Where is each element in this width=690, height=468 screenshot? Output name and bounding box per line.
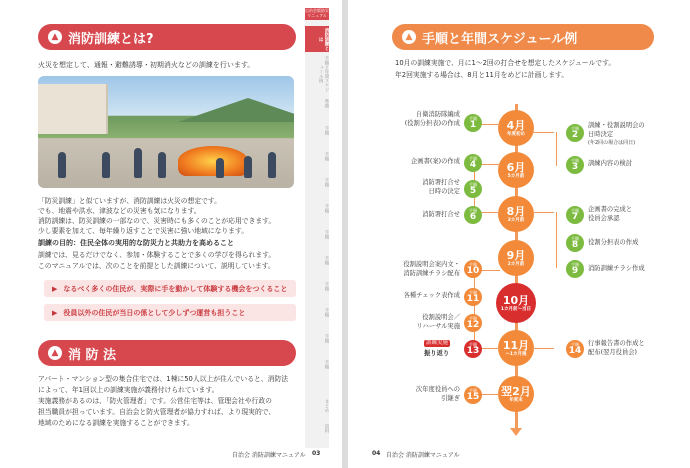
- drill-badge: 訓練実施: [426, 340, 449, 346]
- fire-shape: [178, 146, 248, 176]
- step-label: 自衛消防隊編成 (役割分担表)の作成: [404, 111, 460, 127]
- tab-prep[interactable]: 準備: [324, 98, 329, 108]
- month-node: 8月 3カ月前: [498, 196, 534, 232]
- tab-step[interactable]: 手順: [324, 333, 329, 343]
- step-label: 行事報告書の作成と 配布(翌月役員会): [588, 340, 645, 356]
- step-label: 振り返り: [424, 350, 450, 357]
- law-line: によって、年1回以上の訓練実施が義務付けられています。: [38, 386, 219, 394]
- tab-schedule[interactable]: 手順と年間スケジュール例: [318, 56, 329, 92]
- section-title: 手順と年間スケジュール例: [422, 31, 578, 47]
- arrow-icon: ▶: [52, 308, 58, 317]
- intro-line: 年2回実施する場合は、8月と11月をめどに計画します。: [395, 71, 569, 79]
- flame-icon: ▲: [402, 30, 416, 44]
- month-node: 4月 年度初め: [498, 110, 534, 146]
- timeline-arrow: [510, 428, 522, 436]
- section-title: 消防訓練とは?: [68, 31, 154, 47]
- law-line: 実施義務があるのは、「防火管理者」です。公営住宅等は、管理会社や行政の: [38, 397, 272, 405]
- step-badge: 手順 4: [464, 154, 482, 172]
- step-badge: 手順 14: [566, 340, 584, 358]
- step-badge: 手順 7: [566, 206, 584, 224]
- step-label: 企画書の完成と 役員会承認: [588, 206, 633, 222]
- step-label: 役割説明会案内文・ 消防訓練チラシ配布: [403, 261, 460, 277]
- tab-step[interactable]: 手順: [324, 307, 329, 317]
- tab-step[interactable]: 手順: [324, 125, 329, 135]
- step-badge: 手順 13: [464, 340, 482, 358]
- step-label: 訓練・役割説明会の 日時決定: [588, 122, 645, 138]
- flame-icon: ▲: [48, 346, 62, 360]
- point-bar-2: [44, 304, 296, 321]
- law-line: アパート・マンション型の集合住宅では、1棟に50人以上が住んでいると、消防法: [38, 375, 289, 383]
- month-node: 9月 2カ月前: [498, 240, 534, 276]
- person: [244, 156, 252, 178]
- section-header-schedule: [392, 24, 654, 50]
- tab-training-intro[interactable]: 消防訓練とは: [305, 26, 329, 52]
- body-line: 消防訓練は、防災訓練の一部なので、災害時にも多くのことが応用できます。: [38, 217, 276, 225]
- arrow-icon: ▶: [52, 284, 58, 293]
- step-badge: 手順 5: [464, 180, 482, 198]
- section-title: 消 防 法: [68, 347, 117, 363]
- step-label: 訓練内容の検討: [588, 160, 633, 167]
- step-badge: 手順 12: [464, 314, 482, 332]
- flame-icon: ▲: [48, 30, 62, 44]
- page-number: 03: [312, 450, 321, 457]
- mountain-shape: [178, 98, 294, 122]
- step-badge: 手順 3: [566, 156, 584, 174]
- body-line: 少し要素を加えて、毎年繰り返すことで災害に強い地域になります。: [38, 227, 249, 235]
- law-line: 地域のためになる訓練を実施することができます。: [38, 419, 194, 427]
- tab-summary[interactable]: まとめ: [324, 399, 329, 413]
- month-node-active: 10月 1カ月前〜当日: [496, 283, 536, 323]
- section-header-law: [38, 340, 296, 366]
- step-badge: 手順 2: [566, 124, 584, 142]
- step-badge: 手順 9: [566, 260, 584, 278]
- step-label: 役割説明会／ リハーサル実施: [416, 314, 460, 330]
- side-header: 自治会版防災マニュアル: [305, 8, 329, 19]
- footer-series: 自治会 消防訓練マニュアル: [386, 452, 460, 459]
- person: [102, 152, 110, 178]
- step-badge: 手順 1: [464, 114, 482, 132]
- body-line: でも、地震や洪水、津波などの災害も気になります。: [38, 207, 201, 215]
- person: [58, 152, 66, 178]
- point-bar-1: [44, 280, 296, 297]
- person: [268, 152, 276, 178]
- month-node: 翌2月 年度末: [498, 376, 534, 412]
- goal-heading: 訓練の目的：住民全体の実用的な防災力と共助力を高めること: [38, 239, 234, 247]
- intro-line: 10月の訓練実施で、月に1〜2回の打合せを想定したスケジュールです。: [395, 59, 616, 67]
- month-node: 6月 5カ月前: [498, 152, 534, 188]
- tab-step[interactable]: 手順: [324, 281, 329, 291]
- step-badge: 手順 8: [566, 234, 584, 252]
- tab-step[interactable]: 手順: [324, 229, 329, 239]
- tab-step[interactable]: 手順: [324, 177, 329, 187]
- step-label: 消防署打合せ: [422, 211, 460, 218]
- step-label: 次年度役員への 引継ぎ: [415, 386, 460, 402]
- step-label: 企画書(案)の作成: [411, 158, 460, 165]
- lead-text: 火災を想定して、通報・避難誘導・初期消火などの訓練を行います。: [38, 61, 255, 69]
- body-line: 「防災訓練」と似ていますが、消防訓練は火災の想定です。: [38, 197, 221, 205]
- step-badge: 手順 11: [464, 288, 482, 306]
- step-label: 消防訓練チラシ作成: [588, 265, 645, 272]
- step-badge: 手順 6: [464, 206, 482, 224]
- left-page: [0, 0, 342, 468]
- person: [134, 148, 142, 178]
- section-header-training: [38, 24, 296, 50]
- building-shape: [38, 84, 108, 134]
- tab-step[interactable]: 手順: [324, 359, 329, 369]
- point-text: 役員以外の住民が当日の係として少しずつ運営も担うこと: [63, 308, 246, 317]
- step-label: 消防署打合せ 日時の決定: [422, 179, 460, 195]
- step-badge: 手順 10: [464, 260, 482, 278]
- goal-text: 訓練では、見るだけでなく、参加・体験することで多くの学びを得られます。: [38, 251, 276, 259]
- tab-step[interactable]: 手順: [324, 151, 329, 161]
- page-number: 04: [372, 450, 381, 457]
- footer-series: 自治会 消防訓練マニュアル: [232, 452, 306, 459]
- tab-step[interactable]: 手順: [324, 203, 329, 213]
- step-label: 各種チェック表作成: [403, 292, 460, 299]
- step-note: (年2回の場合は同日): [588, 140, 636, 146]
- goal-text: このマニュアルでは、次のことを前提とした訓練について、説明しています。: [38, 262, 275, 270]
- law-line: 担当職員が担っています。自治会と防火管理者が協力すれば、より現実的で、: [38, 408, 276, 416]
- step-badge: 手順 15: [464, 386, 482, 404]
- month-node: 11月 〜1カ月後: [498, 330, 534, 366]
- tab-step[interactable]: 手順: [324, 255, 329, 265]
- training-photo: [38, 76, 294, 188]
- tab-materials[interactable]: 資料: [324, 423, 329, 433]
- person: [158, 152, 166, 178]
- point-text: なるべく多くの住民が、実際に手を動かして体験する機会をつくること: [63, 284, 288, 293]
- person: [216, 158, 224, 178]
- step-label: 役割分担表の作成: [588, 239, 639, 246]
